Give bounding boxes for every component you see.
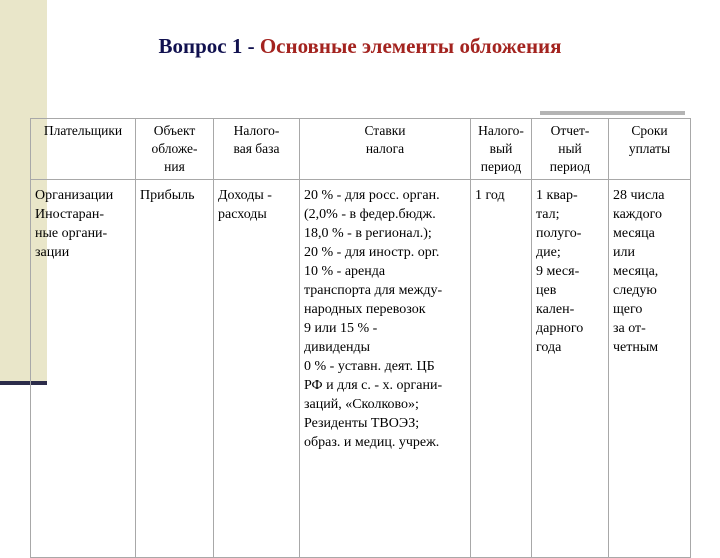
cell-line: 28 числа xyxy=(613,188,665,203)
cell-line: за от- xyxy=(613,321,646,336)
cell-line: тал; xyxy=(536,207,560,222)
title-text: Основные элементы обложения xyxy=(259,34,562,58)
cell-line: зации xyxy=(35,245,70,260)
header-base xyxy=(214,119,300,180)
cell-tax-period xyxy=(471,180,532,558)
cell-line: транспорта для между- xyxy=(304,283,443,298)
table-row xyxy=(31,180,691,558)
title-dash: - xyxy=(242,34,260,58)
tax-elements-table xyxy=(30,118,691,558)
header-deadline xyxy=(609,119,691,180)
cell-line: полуго- xyxy=(536,226,582,241)
cell-line: цев xyxy=(536,283,557,298)
cell-line: каждого xyxy=(613,207,662,222)
cell-line: заций, «Сколково»; xyxy=(304,397,419,412)
cell-line: народных перевозок xyxy=(304,302,426,317)
cell-line: 9 или 15 % - xyxy=(304,321,378,336)
cell-line: Иностаран- xyxy=(35,207,105,222)
cell-line: Прибыль xyxy=(140,188,195,203)
cell-line: 0 % - уставн. деят. ЦБ xyxy=(304,359,435,374)
cell-line: Налого- xyxy=(233,123,280,138)
cell-line: дивиденды xyxy=(304,340,371,355)
decorative-top-line xyxy=(540,111,685,115)
cell-line: года xyxy=(536,340,562,355)
header-payers xyxy=(31,119,136,180)
cell-line: 18,0 % - в регионал.); xyxy=(304,226,432,241)
cell-line: 9 меся- xyxy=(536,264,580,279)
cell-line: 1 год xyxy=(475,188,505,203)
title-number: Вопрос 1 xyxy=(158,34,243,58)
cell-line: дие; xyxy=(536,245,561,260)
cell-line: Плательщики xyxy=(43,123,123,138)
cell-line: налога xyxy=(365,141,405,156)
cell-line: Организации xyxy=(35,188,114,203)
cell-line: Отчет- xyxy=(550,123,590,138)
cell-rates xyxy=(300,180,471,558)
cell-payers xyxy=(31,180,136,558)
cell-line: месяца xyxy=(613,226,655,241)
cell-line: (2,0% - в федер.бюдж. xyxy=(304,207,436,222)
cell-line: обложе- xyxy=(151,141,198,156)
table-header-row xyxy=(31,119,691,180)
cell-object xyxy=(136,180,214,558)
header-tax-period xyxy=(471,119,532,180)
cell-deadline xyxy=(609,180,691,558)
cell-line: 10 % - аренда xyxy=(304,264,386,279)
cell-line: 20 % - для росс. орган. xyxy=(304,188,440,203)
cell-line: 1 квар- xyxy=(536,188,578,203)
cell-line: Объект xyxy=(153,123,196,138)
cell-line: четным xyxy=(613,340,659,355)
header-report-period xyxy=(532,119,609,180)
cell-line: ные органи- xyxy=(35,226,108,241)
cell-line: уплаты xyxy=(628,141,671,156)
cell-line: Резиденты ТВОЭЗ; xyxy=(304,416,420,431)
cell-line: или xyxy=(613,245,635,260)
cell-line: Доходы - xyxy=(218,188,272,203)
cell-base xyxy=(214,180,300,558)
cell-line: вый xyxy=(489,141,513,156)
cell-report-period xyxy=(532,180,609,558)
header-object xyxy=(136,119,214,180)
cell-line: щего xyxy=(613,302,643,317)
cell-line: месяца, xyxy=(613,264,659,279)
cell-line: 20 % - для иностр. орг. xyxy=(304,245,440,260)
page-title xyxy=(0,34,720,59)
cell-line: РФ и для с. - х. органи- xyxy=(304,378,443,393)
cell-line: Ставки xyxy=(364,123,406,138)
cell-line: ный xyxy=(558,141,582,156)
header-rates xyxy=(300,119,471,180)
cell-line: кален- xyxy=(536,302,575,317)
cell-line: расходы xyxy=(218,207,267,222)
cell-line: следую xyxy=(613,283,657,298)
cell-line: дарного xyxy=(536,321,584,336)
cell-line: ния xyxy=(164,159,185,174)
cell-line: Налого- xyxy=(478,123,524,138)
cell-line: вая база xyxy=(233,141,280,156)
cell-line: образ. и медиц. учреж. xyxy=(304,435,440,450)
cell-line: Сроки xyxy=(631,123,668,138)
cell-line: период xyxy=(480,159,522,174)
cell-line: период xyxy=(549,159,591,174)
